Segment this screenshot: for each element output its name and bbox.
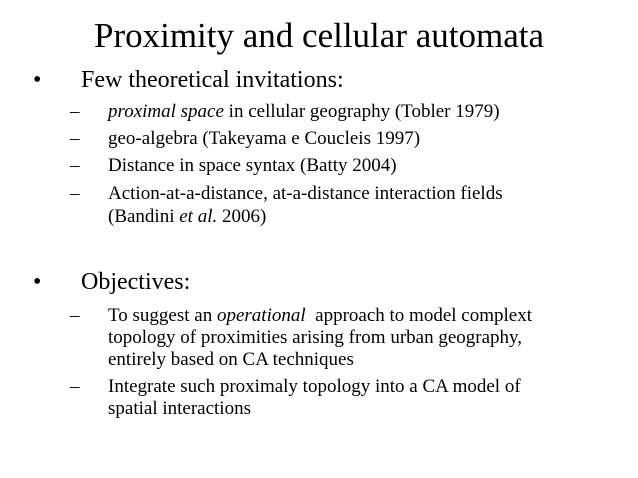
- text-segment: (Bandini: [108, 206, 180, 227]
- sub-item-text-line1: Action-at-a-distance, at-a-distance interaction fields: [108, 183, 503, 204]
- bullet-invitations-text: Few theoretical invitations:: [81, 67, 344, 93]
- sub-item-text-line2: spatial interactions: [108, 398, 251, 419]
- italic-term: proximal space: [108, 101, 224, 122]
- slide-title: Proximity and cellular automata: [93, 16, 544, 55]
- dash-icon: –: [70, 101, 80, 122]
- bullet-icon: •: [33, 269, 42, 295]
- italic-term: operational: [216, 305, 306, 326]
- dash-icon: –: [70, 183, 80, 204]
- text-segment: approach to model complext: [305, 305, 532, 326]
- sub-item-text-line2: topology of proximities arising from urban geography,: [108, 327, 523, 348]
- bullet-icon: •: [33, 67, 42, 93]
- dash-icon: –: [70, 305, 80, 326]
- sub-item-space-syntax: [70, 155, 630, 176]
- bullet-objectives: [33, 268, 613, 296]
- dash-icon: –: [70, 376, 80, 397]
- sub-item-text-line1: Integrate such proximaly topology into a CA model of: [108, 376, 521, 397]
- dash-icon: –: [70, 155, 80, 176]
- sub-item-action-at-a-distance: [70, 183, 630, 227]
- sub-item-text-line2: [108, 206, 266, 227]
- text-segment: 2006): [217, 206, 267, 227]
- sub-item-text-line3: entirely based on CA techniques: [108, 349, 354, 370]
- italic-term: et al.: [179, 206, 218, 227]
- sub-item-text: geo-algebra (Takeyama e Coucleis 1997): [108, 128, 421, 149]
- text-segment: To suggest an: [108, 305, 217, 326]
- sub-item-proximal-space: [70, 101, 630, 122]
- sub-item-operational-approach: [70, 305, 630, 371]
- sub-item-geo-algebra: [70, 128, 630, 149]
- sub-item-integrate-topology: [70, 376, 630, 420]
- dash-icon: –: [70, 128, 80, 149]
- bullet-invitations: [33, 66, 613, 94]
- sub-item-text: Distance in space syntax (Batty 2004): [108, 155, 397, 176]
- sub-item-text-line1: [108, 305, 532, 326]
- text-segment: in cellular geography (Tobler 1979): [223, 101, 500, 122]
- sub-item-text: [108, 101, 500, 122]
- bullet-objectives-text: Objectives:: [81, 269, 191, 295]
